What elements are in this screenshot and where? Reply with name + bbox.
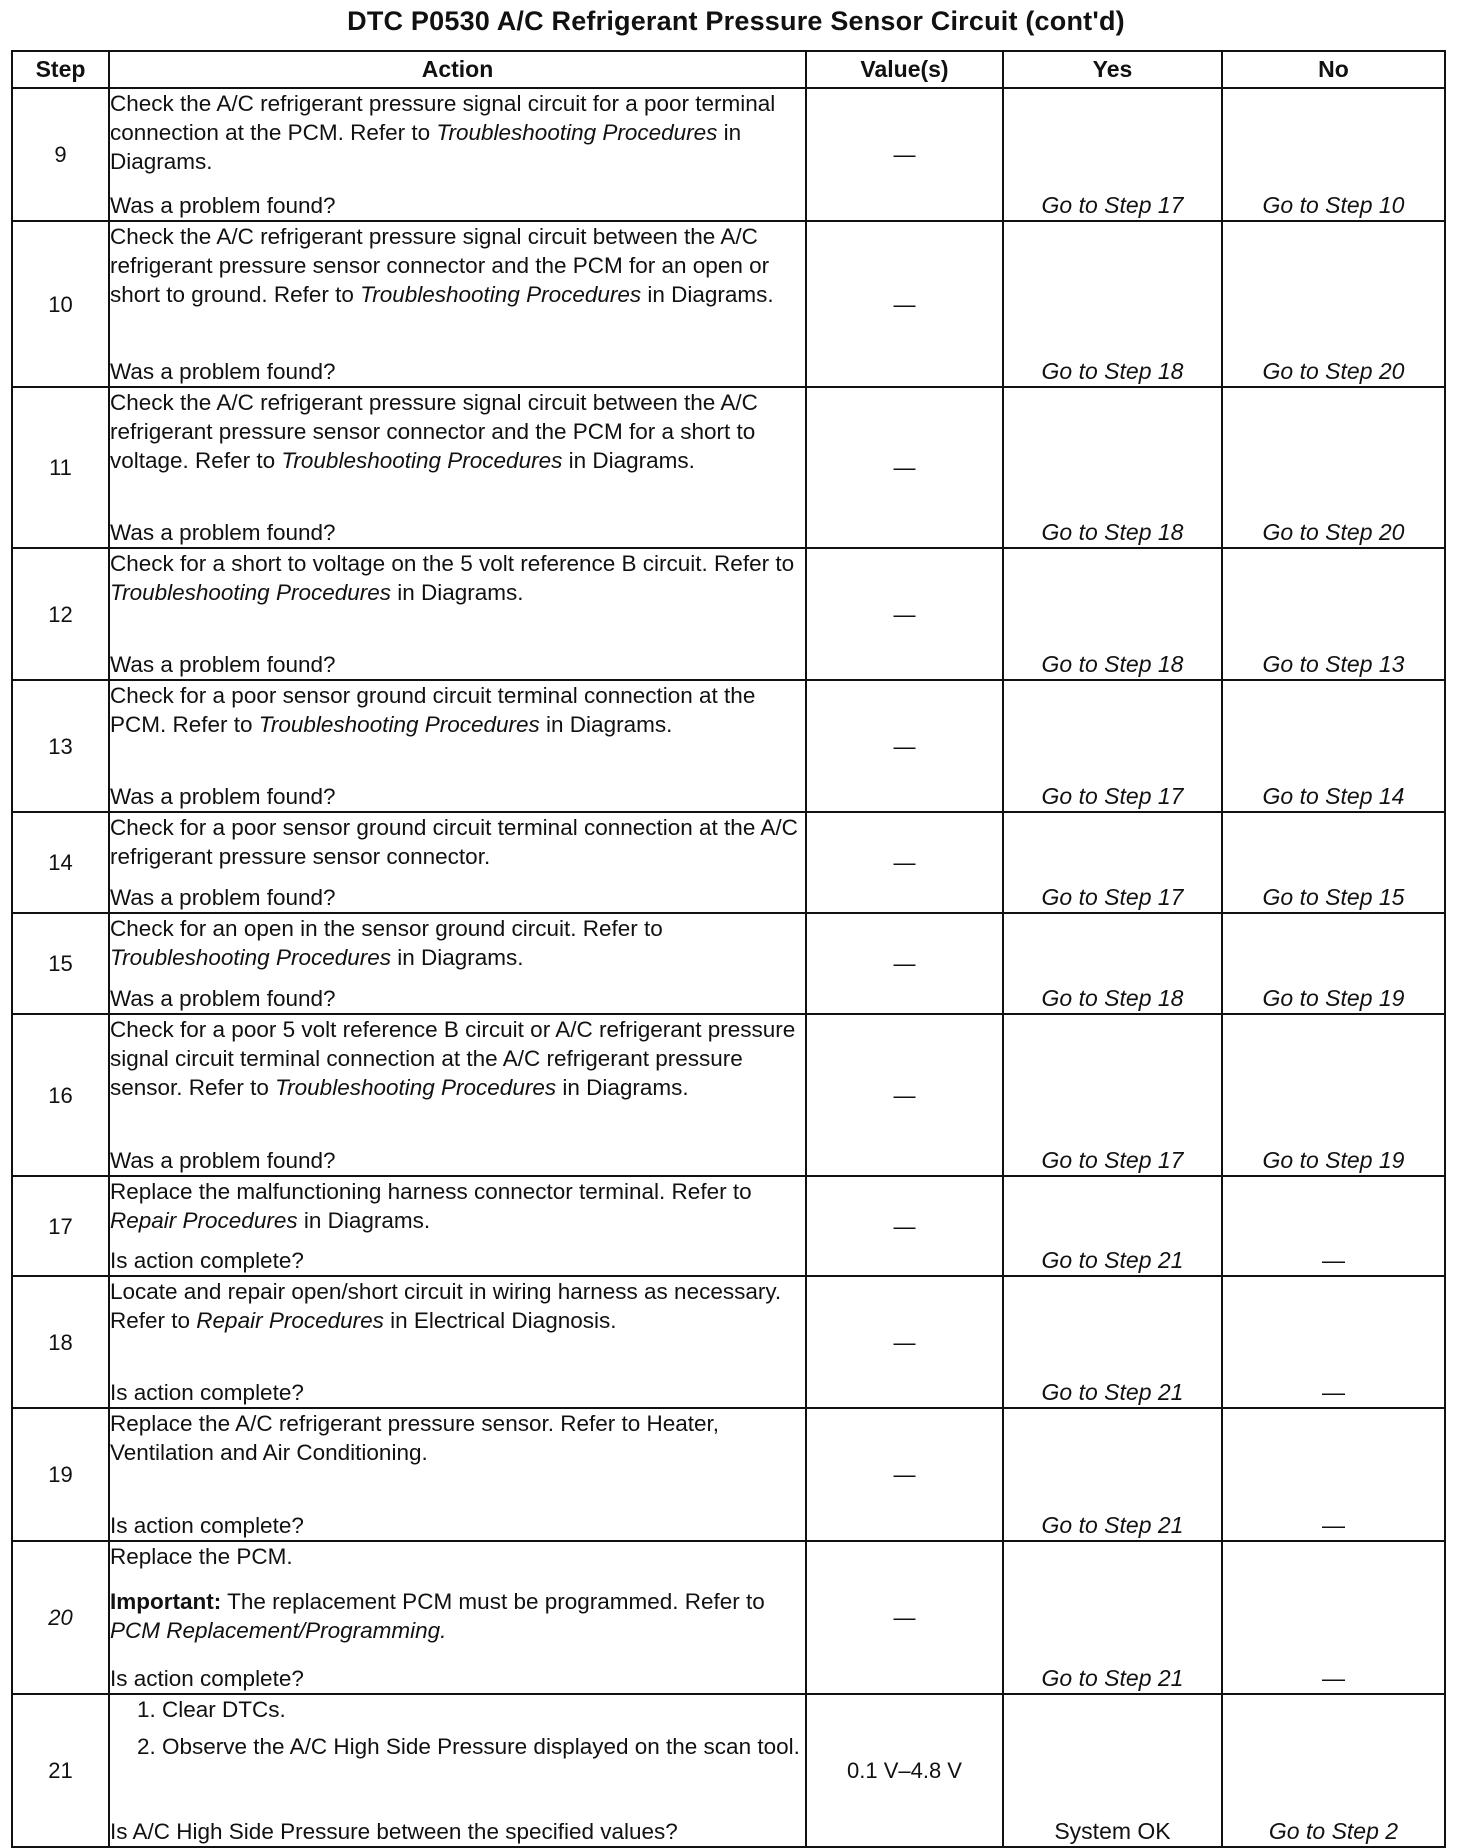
yes-cell: Go to Step 17 [1003,1014,1222,1176]
action-cell [109,812,806,913]
yes-cell: Go to Step 18 [1003,387,1222,548]
yes-cell: Go to Step 18 [1003,913,1222,1014]
action-question: Is A/C High Side Pressure between the specified values? [110,1819,678,1844]
action-text: Check for a poor sensor ground circuit terminal connection at the PCM. Refer to Troubleshooting Procedures in Diagrams. [110,683,756,737]
action-question: Was a problem found? [110,520,336,545]
action-question: Was a problem found? [110,986,336,1011]
no-cell: — [1222,1176,1445,1276]
action-question: Was a problem found? [110,784,336,809]
table-row [12,548,1445,680]
table-row [12,1408,1445,1541]
action-text [110,1542,805,1645]
no-cell: — [1222,1408,1445,1541]
no-cell: Go to Step 10 [1222,88,1445,221]
step-number: 13 [12,680,109,812]
value-cell: — [806,1014,1003,1176]
yes-cell: Go to Step 18 [1003,548,1222,680]
action-cell [109,1408,806,1541]
yes-cell: Go to Step 17 [1003,812,1222,913]
yes-cell: Go to Step 17 [1003,88,1222,221]
list-item: 1. Clear DTCs. [162,1695,805,1724]
step-number: 12 [12,548,109,680]
header-action: Action [109,51,806,88]
table-header-row [12,51,1445,88]
no-cell: Go to Step 15 [1222,812,1445,913]
yes-cell: System OK [1003,1694,1222,1847]
step-number: 19 [12,1408,109,1541]
step-number: 15 [12,913,109,1014]
no-cell: — [1222,1276,1445,1408]
action-intro: Replace the PCM. [110,1544,293,1569]
header-values: Value(s) [806,51,1003,88]
table-row [12,1176,1445,1276]
step-number: 18 [12,1276,109,1408]
action-question: Is action complete? [110,1248,304,1273]
yes-cell: Go to Step 21 [1003,1408,1222,1541]
step-number: 9 [12,88,109,221]
step-number: 14 [12,812,109,913]
action-cell [109,1276,806,1408]
action-text: Check for a poor sensor ground circuit terminal connection at the A/C refrigerant pressure sensor connector. [110,815,798,869]
table-row [12,913,1445,1014]
yes-cell: Go to Step 18 [1003,221,1222,387]
table-row [12,1541,1445,1694]
action-cell [109,1176,806,1276]
no-cell: Go to Step 14 [1222,680,1445,812]
action-question: Was a problem found? [110,885,336,910]
diagnostic-table [11,50,1446,1848]
action-cell [109,1694,806,1847]
table-row [12,387,1445,548]
action-question: Is action complete? [110,1380,304,1405]
action-text: Check for an open in the sensor ground circuit. Refer to Troubleshooting Procedures in Diagrams. [110,916,663,970]
value-cell: — [806,1276,1003,1408]
value-cell: — [806,1176,1003,1276]
yes-cell: Go to Step 21 [1003,1541,1222,1694]
value-cell: — [806,88,1003,221]
action-cell [109,548,806,680]
table-row [12,1014,1445,1176]
table-row [12,221,1445,387]
action-text: Check for a short to voltage on the 5 volt reference B circuit. Refer to Troubleshooting Procedures in Diagrams. [110,551,795,605]
table-row [12,1276,1445,1408]
value-cell: — [806,548,1003,680]
no-cell: Go to Step 20 [1222,221,1445,387]
header-yes: Yes [1003,51,1222,88]
yes-cell: Go to Step 21 [1003,1176,1222,1276]
no-cell: Go to Step 20 [1222,387,1445,548]
action-cell [109,680,806,812]
action-question: Was a problem found? [110,652,336,677]
no-cell: Go to Step 13 [1222,548,1445,680]
action-cell [109,387,806,548]
action-cell [109,1541,806,1694]
step-number: 20 [12,1541,109,1694]
action-question: Was a problem found? [110,193,336,218]
action-text: Check for a poor 5 volt reference B circuit or A/C refrigerant pressure signal circuit terminal connection at the A/C refrigerant pressure sensor. Refer to Troubleshooting Procedures in Diagrams. [110,1017,796,1100]
step-number: 17 [12,1176,109,1276]
action-question: Is action complete? [110,1666,304,1691]
yes-cell: Go to Step 17 [1003,680,1222,812]
action-cell [109,221,806,387]
value-cell: — [806,812,1003,913]
action-text: Check the A/C refrigerant pressure signal circuit for a poor terminal connection at the PCM. Refer to Troubleshooting Procedures in Diagrams. [110,91,776,174]
no-cell: Go to Step 19 [1222,913,1445,1014]
no-cell: Go to Step 19 [1222,1014,1445,1176]
action-cell [109,913,806,1014]
action-question: Is action complete? [110,1513,304,1538]
value-cell: — [806,387,1003,548]
action-steps-list [110,1695,805,1769]
action-text: Replace the A/C refrigerant pressure sensor. Refer to Heater, Ventilation and Air Conditioning. [110,1411,720,1465]
table-row [12,680,1445,812]
header-step: Step [12,51,109,88]
step-number: 10 [12,221,109,387]
step-number: 11 [12,387,109,548]
value-cell: — [806,1408,1003,1541]
action-text: Check the A/C refrigerant pressure signal circuit between the A/C refrigerant pressure sensor connector and the PCM for a short to voltage. Refer to Troubleshooting Procedures in Diagrams. [110,390,758,473]
header-no: No [1222,51,1445,88]
step-number: 16 [12,1014,109,1176]
value-cell: — [806,913,1003,1014]
table-row [12,88,1445,221]
action-question: Was a problem found? [110,1148,336,1173]
action-question: Was a problem found? [110,359,336,384]
yes-cell: Go to Step 21 [1003,1276,1222,1408]
no-cell: Go to Step 2 [1222,1694,1445,1847]
action-text: Replace the malfunctioning harness connector terminal. Refer to Repair Procedures in Diagrams. [110,1179,752,1233]
list-item: 2. Observe the A/C High Side Pressure displayed on the scan tool. [162,1732,805,1761]
value-cell: — [806,1541,1003,1694]
step-number: 21 [12,1694,109,1847]
no-cell: — [1222,1541,1445,1694]
important-note: Important: The replacement PCM must be programmed. Refer to PCM Replacement/Programming. [110,1589,765,1643]
table-row [12,1694,1445,1847]
table-row [12,812,1445,913]
action-text: Locate and repair open/short circuit in wiring harness as necessary. Refer to Repair Procedures in Electrical Diagnosis. [110,1279,782,1333]
action-cell [109,1014,806,1176]
value-cell: 0.1 V–4.8 V [806,1694,1003,1847]
page-title: DTC P0530 A/C Refrigerant Pressure Sensor Circuit (cont'd) [347,6,1125,36]
value-cell: — [806,221,1003,387]
value-cell: — [806,680,1003,812]
action-cell [109,88,806,221]
action-text: Check the A/C refrigerant pressure signal circuit between the A/C refrigerant pressure sensor connector and the PCM for an open or short to ground. Refer to Troubleshooting Procedures in Diagrams. [110,224,774,307]
